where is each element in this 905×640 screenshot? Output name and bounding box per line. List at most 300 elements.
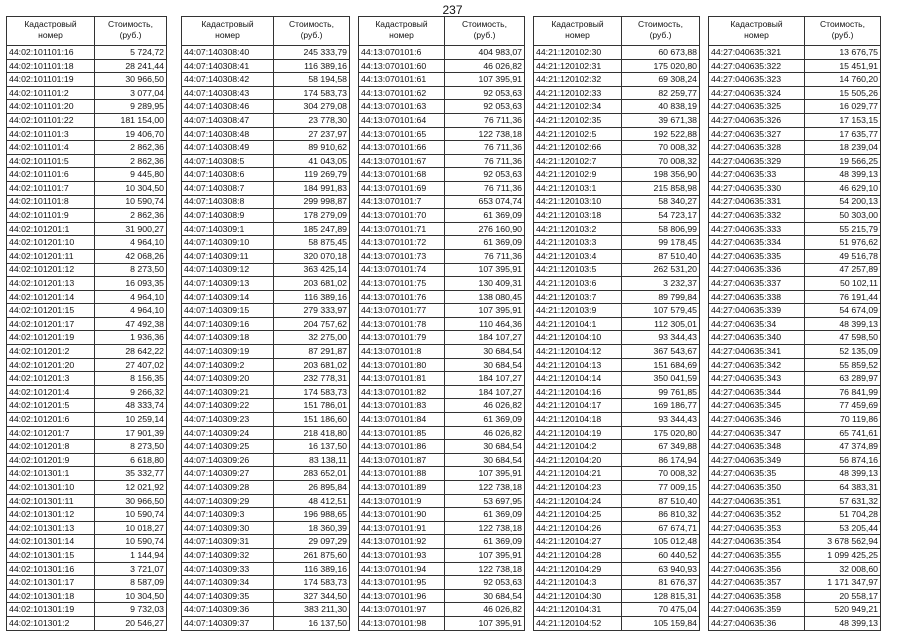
- table-row: [534, 86, 700, 100]
- cost-cell: 367 543,67: [622, 345, 700, 359]
- cost-cell: 56 874,16: [805, 453, 881, 467]
- cadastral-number-cell: 44:13:070101:8: [359, 345, 445, 359]
- cost-cell: 76 711,36: [445, 249, 525, 263]
- cadastral-number-cell: 44:27:040635:342: [709, 358, 805, 372]
- cost-cell: 10 304,50: [95, 589, 167, 603]
- cadastral-number-cell: 44:07:140309:16: [182, 317, 274, 331]
- cost-cell: 320 070,18: [274, 249, 350, 263]
- table-row: [182, 277, 350, 291]
- table-row: [7, 236, 167, 250]
- cadastral-number-cell: 44:13:070101:93: [359, 548, 445, 562]
- cadastral-number-header: Кадастровый номер: [182, 17, 274, 46]
- cost-cell: 184 107,27: [445, 372, 525, 386]
- table-row: [534, 358, 700, 372]
- cost-cell: 67 674,71: [622, 521, 700, 535]
- table-row: [182, 521, 350, 535]
- cost-cell: 6 618,80: [95, 453, 167, 467]
- table-row: [182, 399, 350, 413]
- table-row: [709, 154, 881, 168]
- cadastral-number-cell: 44:13:070101:69: [359, 181, 445, 195]
- table-row: [359, 168, 525, 182]
- cadastral-number-cell: 44:02:101201:6: [7, 413, 95, 427]
- cost-cell: 130 409,31: [445, 277, 525, 291]
- cadastral-number-cell: 44:21:120103:2: [534, 222, 622, 236]
- table-row: [7, 46, 167, 60]
- cadastral-number-cell: 44:07:140308:42: [182, 73, 274, 87]
- cadastral-number-cell: 44:02:101201:8: [7, 440, 95, 454]
- cadastral-number-cell: 44:02:101201:13: [7, 277, 95, 291]
- table-row: [709, 603, 881, 617]
- table-row: [7, 399, 167, 413]
- cadastral-number-cell: 44:07:140309:12: [182, 263, 274, 277]
- cadastral-number-cell: 44:27:040635:34: [709, 317, 805, 331]
- cadastral-number-cell: 44:02:101201:2: [7, 345, 95, 359]
- table-row: [534, 372, 700, 386]
- table-row: [7, 141, 167, 155]
- table-row: [359, 277, 525, 291]
- table-row: [7, 304, 167, 318]
- table-row: [534, 46, 700, 60]
- cost-cell: 48 412,51: [274, 494, 350, 508]
- cadastral-number-cell: 44:27:040635:332: [709, 209, 805, 223]
- cadastral-number-cell: 44:13:070101:66: [359, 141, 445, 155]
- cadastral-number-cell: 44:13:070101:70: [359, 209, 445, 223]
- table-row: [7, 113, 167, 127]
- cost-cell: 26 895,84: [274, 481, 350, 495]
- cost-cell: 30 684,54: [445, 453, 525, 467]
- cost-cell: 16 137,50: [274, 440, 350, 454]
- table-row: [534, 548, 700, 562]
- cadastral-number-cell: 44:13:070101:71: [359, 222, 445, 236]
- cadastral-number-cell: 44:27:040635:326: [709, 113, 805, 127]
- cadastral-number-cell: 44:02:101301:2: [7, 616, 95, 630]
- table-row: [182, 481, 350, 495]
- cadastral-number-cell: 44:02:101301:14: [7, 535, 95, 549]
- cost-cell: 30 684,54: [445, 358, 525, 372]
- cadastral-number-cell: 44:07:140309:26: [182, 453, 274, 467]
- cost-cell: 350 041,59: [622, 372, 700, 386]
- cost-header: Стоимость, (руб.): [445, 17, 525, 46]
- cadastral-number-cell: 44:02:101301:16: [7, 562, 95, 576]
- table-row: [709, 73, 881, 87]
- cost-cell: 60 440,52: [622, 548, 700, 562]
- table-row: [182, 317, 350, 331]
- cost-cell: 3 232,37: [622, 277, 700, 291]
- cadastral-number-cell: 44:13:070101:6: [359, 46, 445, 60]
- table-row: [7, 603, 167, 617]
- table-row: [359, 481, 525, 495]
- cadastral-number-cell: 44:27:040635:346: [709, 413, 805, 427]
- cost-cell: 92 053,63: [445, 86, 525, 100]
- cost-cell: 63 289,97: [805, 372, 881, 386]
- table-row: [359, 263, 525, 277]
- cadastral-number-cell: 44:13:070101:86: [359, 440, 445, 454]
- cadastral-number-cell: 44:13:070101:82: [359, 385, 445, 399]
- cadastral-number-cell: 44:27:040635:350: [709, 481, 805, 495]
- table-row: [7, 100, 167, 114]
- table-row: [182, 453, 350, 467]
- cost-cell: 76 191,44: [805, 290, 881, 304]
- cost-cell: 4 964,10: [95, 304, 167, 318]
- cadastral-number-cell: 44:21:120102:33: [534, 86, 622, 100]
- table-row: [534, 317, 700, 331]
- table-row: [534, 426, 700, 440]
- table-row: [7, 277, 167, 291]
- table-row: [534, 385, 700, 399]
- cost-cell: 92 053,63: [445, 100, 525, 114]
- cost-cell: 69 308,24: [622, 73, 700, 87]
- cost-cell: 47 598,50: [805, 331, 881, 345]
- table-row: [534, 154, 700, 168]
- cost-cell: 5 724,72: [95, 46, 167, 60]
- table-row: [709, 46, 881, 60]
- table-row: [359, 59, 525, 73]
- table-row: [359, 236, 525, 250]
- cost-cell: 1 144,94: [95, 548, 167, 562]
- cadastral-number-cell: 44:13:070101:63: [359, 100, 445, 114]
- cadastral-number-cell: 44:21:120104:25: [534, 508, 622, 522]
- table-row: [709, 548, 881, 562]
- cost-cell: 49 516,78: [805, 249, 881, 263]
- cost-table-3: [358, 16, 525, 631]
- cadastral-number-cell: 44:21:120104:16: [534, 385, 622, 399]
- cost-cell: 15 451,91: [805, 59, 881, 73]
- cost-cell: 116 389,16: [274, 290, 350, 304]
- cadastral-number-cell: 44:21:120104:20: [534, 453, 622, 467]
- cadastral-number-cell: 44:02:101301:11: [7, 494, 95, 508]
- cadastral-number-cell: 44:21:120103:18: [534, 209, 622, 223]
- table-row: [709, 467, 881, 481]
- cost-cell: 8 273,50: [95, 440, 167, 454]
- table-row: [359, 46, 525, 60]
- cost-cell: 58 194,58: [274, 73, 350, 87]
- table-row: [709, 100, 881, 114]
- cost-cell: 9 289,95: [95, 100, 167, 114]
- cadastral-number-cell: 44:21:120104:1: [534, 317, 622, 331]
- cost-cell: 151 186,60: [274, 413, 350, 427]
- table-row: [7, 494, 167, 508]
- cadastral-number-cell: 44:27:040635:322: [709, 59, 805, 73]
- table-row: [534, 576, 700, 590]
- table-row: [7, 467, 167, 481]
- cost-cell: 46 026,82: [445, 603, 525, 617]
- table-row: [7, 413, 167, 427]
- table-row: [182, 168, 350, 182]
- cost-cell: 51 976,62: [805, 236, 881, 250]
- table-row: [359, 249, 525, 263]
- cost-cell: 3 721,07: [95, 562, 167, 576]
- cost-cell: 55 859,52: [805, 358, 881, 372]
- cost-cell: 83 138,11: [274, 453, 350, 467]
- cadastral-number-cell: 44:07:140308:8: [182, 195, 274, 209]
- cadastral-number-cell: 44:02:101301:12: [7, 508, 95, 522]
- cost-cell: 175 020,80: [622, 426, 700, 440]
- cadastral-number-cell: 44:21:120103:4: [534, 249, 622, 263]
- cost-cell: 92 053,63: [445, 576, 525, 590]
- table-row: [182, 535, 350, 549]
- cost-cell: 245 333,79: [274, 46, 350, 60]
- cost-cell: 8 273,50: [95, 263, 167, 277]
- cadastral-number-cell: 44:02:101201:10: [7, 236, 95, 250]
- cost-cell: 204 757,62: [274, 317, 350, 331]
- cost-cell: 185 247,89: [274, 222, 350, 236]
- cost-cell: 276 160,90: [445, 222, 525, 236]
- cadastral-number-cell: 44:02:101201:3: [7, 372, 95, 386]
- table-row: [534, 222, 700, 236]
- cadastral-number-cell: 44:21:120104:27: [534, 535, 622, 549]
- cadastral-number-cell: 44:21:120103:1: [534, 181, 622, 195]
- table-row: [182, 59, 350, 73]
- table-row: [182, 141, 350, 155]
- cost-cell: 107 395,91: [445, 73, 525, 87]
- cadastral-number-cell: 44:02:101101:9: [7, 209, 95, 223]
- table-row: [534, 589, 700, 603]
- table-row: [709, 372, 881, 386]
- cadastral-number-cell: 44:07:140309:19: [182, 345, 274, 359]
- cost-cell: 1 099 425,25: [805, 548, 881, 562]
- cost-cell: 175 020,80: [622, 59, 700, 73]
- table-row: [182, 236, 350, 250]
- table-row: [7, 535, 167, 549]
- table-row: [7, 481, 167, 495]
- cadastral-number-cell: 44:27:040635:359: [709, 603, 805, 617]
- table-row: [7, 576, 167, 590]
- cost-cell: 35 332,77: [95, 467, 167, 481]
- table-row: [359, 453, 525, 467]
- cadastral-number-cell: 44:27:040635:331: [709, 195, 805, 209]
- cadastral-number-cell: 44:07:140309:15: [182, 304, 274, 318]
- cadastral-number-cell: 44:07:140309:22: [182, 399, 274, 413]
- cost-cell: 383 211,30: [274, 603, 350, 617]
- cadastral-number-cell: 44:27:040635:343: [709, 372, 805, 386]
- table-row: [7, 154, 167, 168]
- cost-cell: 119 269,79: [274, 168, 350, 182]
- cost-cell: 4 964,10: [95, 290, 167, 304]
- table-row: [7, 521, 167, 535]
- cost-cell: 76 841,99: [805, 385, 881, 399]
- cadastral-number-cell: 44:13:070101:61: [359, 73, 445, 87]
- cost-cell: 105 012,48: [622, 535, 700, 549]
- table-row: [359, 331, 525, 345]
- cost-cell: 76 711,36: [445, 113, 525, 127]
- cost-cell: 283 652,01: [274, 467, 350, 481]
- cadastral-number-cell: 44:21:120104:28: [534, 548, 622, 562]
- cost-cell: 63 940,93: [622, 562, 700, 576]
- cadastral-number-cell: 44:02:101201:14: [7, 290, 95, 304]
- cost-cell: 89 799,84: [622, 290, 700, 304]
- cost-header: Стоимость, (руб.): [95, 17, 167, 46]
- cost-cell: 18 360,39: [274, 521, 350, 535]
- cadastral-number-cell: 44:02:101101:18: [7, 59, 95, 73]
- cadastral-number-cell: 44:21:120104:13: [534, 358, 622, 372]
- cadastral-number-cell: 44:21:120102:30: [534, 46, 622, 60]
- cadastral-number-cell: 44:13:070101:97: [359, 603, 445, 617]
- table-row: [182, 548, 350, 562]
- cadastral-number-cell: 44:13:070101:75: [359, 277, 445, 291]
- table-row: [359, 616, 525, 630]
- table-row: [709, 399, 881, 413]
- cadastral-number-cell: 44:02:101301:19: [7, 603, 95, 617]
- table-row: [359, 535, 525, 549]
- cadastral-number-cell: 44:07:140309:32: [182, 548, 274, 562]
- table-row: [7, 426, 167, 440]
- cost-cell: 196 988,65: [274, 508, 350, 522]
- cadastral-number-cell: 44:27:040635:354: [709, 535, 805, 549]
- cost-cell: 30 684,54: [445, 345, 525, 359]
- cost-cell: 9 732,03: [95, 603, 167, 617]
- table-row: [7, 385, 167, 399]
- cadastral-number-cell: 44:07:140308:7: [182, 181, 274, 195]
- table-row: [359, 413, 525, 427]
- cost-cell: 9 445,80: [95, 168, 167, 182]
- cadastral-number-cell: 44:07:140309:36: [182, 603, 274, 617]
- cadastral-number-cell: 44:27:040635:353: [709, 521, 805, 535]
- table-row: [709, 236, 881, 250]
- table-row: [7, 168, 167, 182]
- table-row: [359, 345, 525, 359]
- table-row: [359, 372, 525, 386]
- cost-cell: 86 810,32: [622, 508, 700, 522]
- cadastral-number-cell: 44:07:140308:48: [182, 127, 274, 141]
- cadastral-number-cell: 44:13:070101:9: [359, 494, 445, 508]
- cadastral-number-cell: 44:13:070101:80: [359, 358, 445, 372]
- cost-cell: 10 590,74: [95, 535, 167, 549]
- cadastral-number-cell: 44:07:140308:9: [182, 209, 274, 223]
- cadastral-number-cell: 44:07:140308:41: [182, 59, 274, 73]
- cadastral-number-cell: 44:07:140309:20: [182, 372, 274, 386]
- table-row: [182, 73, 350, 87]
- cost-cell: 27 237,97: [274, 127, 350, 141]
- cost-cell: 17 153,15: [805, 113, 881, 127]
- cadastral-number-cell: 44:21:120102:32: [534, 73, 622, 87]
- cost-cell: 54 723,17: [622, 209, 700, 223]
- cadastral-number-cell: 44:02:101201:19: [7, 331, 95, 345]
- cadastral-number-cell: 44:27:040635:356: [709, 562, 805, 576]
- cost-cell: 299 998,87: [274, 195, 350, 209]
- table-row: [182, 100, 350, 114]
- table-row: [359, 195, 525, 209]
- cost-cell: 86 174,94: [622, 453, 700, 467]
- cost-cell: 48 399,13: [805, 168, 881, 182]
- cadastral-number-cell: 44:13:070101:83: [359, 399, 445, 413]
- cadastral-number-cell: 44:13:070101:78: [359, 317, 445, 331]
- cadastral-number-cell: 44:13:070101:73: [359, 249, 445, 263]
- cadastral-number-cell: 44:02:101101:2: [7, 86, 95, 100]
- cadastral-number-cell: 44:21:120104:21: [534, 467, 622, 481]
- cost-cell: 46 026,82: [445, 59, 525, 73]
- cadastral-number-cell: 44:13:070101:81: [359, 372, 445, 386]
- cadastral-number-cell: 44:27:040635:338: [709, 290, 805, 304]
- cadastral-number-cell: 44:13:070101:77: [359, 304, 445, 318]
- cost-cell: 184 991,83: [274, 181, 350, 195]
- cost-cell: 404 983,07: [445, 46, 525, 60]
- table-row: [7, 222, 167, 236]
- cadastral-number-cell: 44:21:120104:12: [534, 345, 622, 359]
- cost-cell: 76 711,36: [445, 181, 525, 195]
- cadastral-number-cell: 44:27:040635:340: [709, 331, 805, 345]
- cadastral-number-cell: 44:27:040635:351: [709, 494, 805, 508]
- cadastral-number-cell: 44:02:101101:4: [7, 141, 95, 155]
- table-row: [534, 113, 700, 127]
- cost-cell: 12 021,92: [95, 481, 167, 495]
- cadastral-number-cell: 44:21:120103:6: [534, 277, 622, 291]
- cost-cell: 61 369,09: [445, 209, 525, 223]
- cadastral-number-cell: 44:02:101301:15: [7, 548, 95, 562]
- cadastral-number-cell: 44:13:070101:94: [359, 562, 445, 576]
- table-row: [182, 562, 350, 576]
- cadastral-number-cell: 44:21:120104:19: [534, 426, 622, 440]
- cadastral-number-cell: 44:21:120104:17: [534, 399, 622, 413]
- table-row: [709, 508, 881, 522]
- table-row: [534, 494, 700, 508]
- cost-cell: 122 738,18: [445, 521, 525, 535]
- table-row: [534, 562, 700, 576]
- cost-cell: 48 399,13: [805, 467, 881, 481]
- table-row: [7, 181, 167, 195]
- cost-cell: 520 949,21: [805, 603, 881, 617]
- cost-cell: 30 966,50: [95, 494, 167, 508]
- cadastral-number-cell: 44:13:070101:67: [359, 154, 445, 168]
- table-row: [182, 372, 350, 386]
- table-row: [359, 399, 525, 413]
- cadastral-number-cell: 44:27:040635:336: [709, 263, 805, 277]
- table-row: [709, 195, 881, 209]
- table-row: [534, 345, 700, 359]
- cadastral-number-cell: 44:21:120102:35: [534, 113, 622, 127]
- table-row: [534, 181, 700, 195]
- cadastral-number-cell: 44:07:140309:34: [182, 576, 274, 590]
- cost-cell: 198 356,90: [622, 168, 700, 182]
- table-row: [709, 168, 881, 182]
- cost-cell: 52 135,09: [805, 345, 881, 359]
- cost-cell: 87 291,87: [274, 345, 350, 359]
- cadastral-number-cell: 44:27:040635:330: [709, 181, 805, 195]
- cost-cell: 27 407,02: [95, 358, 167, 372]
- cost-cell: 653 074,74: [445, 195, 525, 209]
- cost-cell: 58 340,27: [622, 195, 700, 209]
- table-row: [7, 453, 167, 467]
- cadastral-number-cell: 44:02:101101:8: [7, 195, 95, 209]
- cadastral-number-cell: 44:27:040635:35: [709, 467, 805, 481]
- cadastral-number-cell: 44:02:101201:5: [7, 399, 95, 413]
- cost-cell: 203 681,02: [274, 277, 350, 291]
- cost-cell: 122 738,18: [445, 481, 525, 495]
- table-row: [534, 304, 700, 318]
- table-row: [182, 385, 350, 399]
- cadastral-number-cell: 44:07:140309:28: [182, 481, 274, 495]
- cadastral-number-cell: 44:21:120103:10: [534, 195, 622, 209]
- cadastral-number-cell: 44:07:140308:46: [182, 100, 274, 114]
- table-row: [359, 127, 525, 141]
- table-row: [534, 168, 700, 182]
- table-row: [182, 304, 350, 318]
- cost-cell: 181 154,00: [95, 113, 167, 127]
- table-row: [534, 413, 700, 427]
- cadastral-number-cell: 44:07:140308:40: [182, 46, 274, 60]
- cadastral-number-cell: 44:02:101101:6: [7, 168, 95, 182]
- table-row: [182, 413, 350, 427]
- cadastral-number-cell: 44:02:101101:7: [7, 181, 95, 195]
- table-row: [709, 589, 881, 603]
- cadastral-number-cell: 44:02:101201:15: [7, 304, 95, 318]
- cadastral-number-header: Кадастровый номер: [359, 17, 445, 46]
- table-row: [182, 263, 350, 277]
- cadastral-number-cell: 44:07:140309:29: [182, 494, 274, 508]
- cost-cell: 10 590,74: [95, 195, 167, 209]
- cadastral-number-cell: 44:27:040635:324: [709, 86, 805, 100]
- cost-cell: 203 681,02: [274, 358, 350, 372]
- table-row: [359, 209, 525, 223]
